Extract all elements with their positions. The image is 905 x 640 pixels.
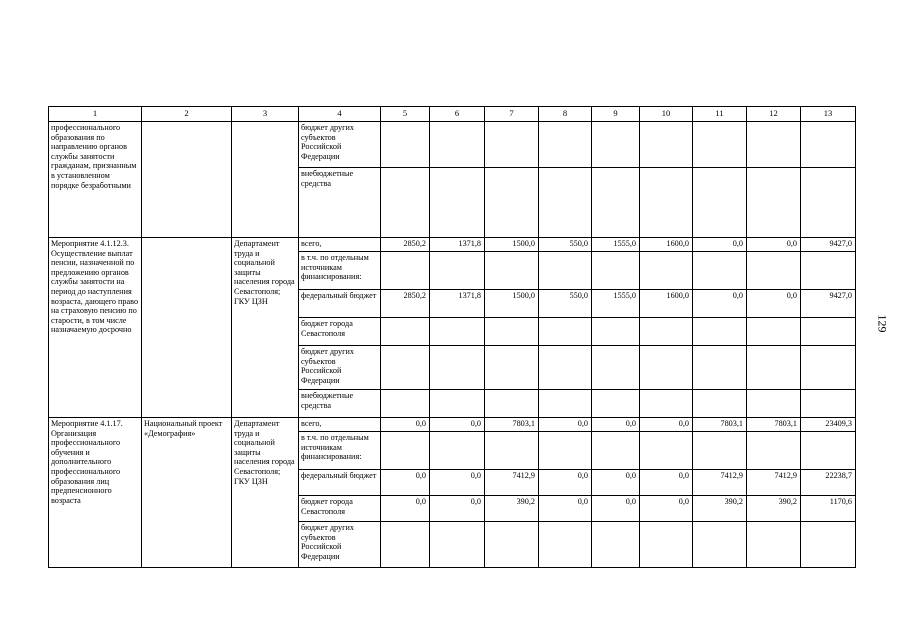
value-cell bbox=[430, 390, 485, 418]
funding-source-cell: бюджет других субъектов Российской Федерации bbox=[299, 522, 381, 568]
value-cell bbox=[539, 390, 592, 418]
funding-source-cell: всего, bbox=[299, 238, 381, 252]
value-cell bbox=[381, 390, 430, 418]
value-cell: 0,0 bbox=[693, 238, 747, 252]
value-cell bbox=[485, 522, 539, 568]
value-cell bbox=[485, 252, 539, 290]
executor-cell: Департамент труда и социальной защиты населения города Севастополя; ГКУ ЦЗН bbox=[232, 418, 299, 568]
header-cell: 9 bbox=[592, 107, 640, 122]
header-cell: 12 bbox=[747, 107, 801, 122]
value-cell: 0,0 bbox=[539, 418, 592, 432]
page-number: 129 bbox=[875, 314, 890, 333]
value-cell bbox=[640, 390, 693, 418]
table-row bbox=[49, 122, 856, 168]
value-cell bbox=[801, 390, 856, 418]
value-cell bbox=[640, 122, 693, 168]
value-cell bbox=[801, 168, 856, 238]
value-cell bbox=[592, 346, 640, 390]
header-cell: 8 bbox=[539, 107, 592, 122]
value-cell bbox=[693, 168, 747, 238]
executor-cell bbox=[232, 122, 299, 238]
value-cell: 0,0 bbox=[430, 418, 485, 432]
value-cell bbox=[801, 318, 856, 346]
value-cell bbox=[485, 390, 539, 418]
project-cell bbox=[142, 238, 232, 418]
header-cell: 13 bbox=[801, 107, 856, 122]
header-cell: 10 bbox=[640, 107, 693, 122]
project-cell: Национальный проект «Демография» bbox=[142, 418, 232, 568]
funding-source-cell: федеральный бюджет bbox=[299, 470, 381, 496]
value-cell: 390,2 bbox=[747, 496, 801, 522]
value-cell bbox=[693, 122, 747, 168]
value-cell: 0,0 bbox=[693, 290, 747, 318]
value-cell bbox=[592, 318, 640, 346]
value-cell bbox=[640, 168, 693, 238]
value-cell: 0,0 bbox=[539, 470, 592, 496]
financing-table bbox=[48, 106, 856, 568]
funding-source-cell: федеральный бюджет bbox=[299, 290, 381, 318]
value-cell bbox=[747, 252, 801, 290]
value-cell bbox=[640, 432, 693, 470]
header-cell: 5 bbox=[381, 107, 430, 122]
value-cell bbox=[381, 318, 430, 346]
value-cell bbox=[747, 346, 801, 390]
value-cell bbox=[430, 346, 485, 390]
value-cell bbox=[592, 522, 640, 568]
value-cell bbox=[539, 122, 592, 168]
value-cell bbox=[539, 168, 592, 238]
value-cell bbox=[539, 522, 592, 568]
value-cell: 390,2 bbox=[693, 496, 747, 522]
value-cell bbox=[693, 432, 747, 470]
value-cell: 0,0 bbox=[592, 496, 640, 522]
value-cell bbox=[801, 522, 856, 568]
table-row bbox=[49, 238, 856, 252]
value-cell: 7412,9 bbox=[747, 470, 801, 496]
value-cell: 9427,0 bbox=[801, 238, 856, 252]
funding-source-cell: внебюджетные средства bbox=[299, 390, 381, 418]
project-cell bbox=[142, 122, 232, 238]
value-cell: 390,2 bbox=[485, 496, 539, 522]
value-cell: 0,0 bbox=[539, 496, 592, 522]
value-cell: 1600,0 bbox=[640, 290, 693, 318]
measure-name-cell: Мероприятие 4.1.17. Организация профессионального обучения и дополнительного профессионального образования лиц предпенсионного возраста bbox=[49, 418, 142, 568]
value-cell: 1371,8 bbox=[430, 290, 485, 318]
value-cell bbox=[801, 346, 856, 390]
value-cell bbox=[592, 168, 640, 238]
value-cell bbox=[801, 252, 856, 290]
funding-source-cell: в т.ч. по отдельным источникам финансирования: bbox=[299, 432, 381, 470]
header-cell: 1 bbox=[49, 107, 142, 122]
value-cell bbox=[485, 168, 539, 238]
value-cell bbox=[485, 318, 539, 346]
value-cell: 1500,0 bbox=[485, 290, 539, 318]
value-cell: 0,0 bbox=[430, 496, 485, 522]
value-cell: 23409,3 bbox=[801, 418, 856, 432]
value-cell: 0,0 bbox=[381, 418, 430, 432]
value-cell: 7803,1 bbox=[693, 418, 747, 432]
value-cell bbox=[381, 346, 430, 390]
value-cell bbox=[801, 122, 856, 168]
value-cell: 7412,9 bbox=[485, 470, 539, 496]
value-cell bbox=[381, 168, 430, 238]
value-cell bbox=[430, 252, 485, 290]
value-cell bbox=[430, 122, 485, 168]
value-cell: 0,0 bbox=[747, 238, 801, 252]
value-cell bbox=[747, 318, 801, 346]
value-cell: 1555,0 bbox=[592, 238, 640, 252]
funding-source-cell: бюджет других субъектов Российской Федерации bbox=[299, 122, 381, 168]
value-cell: 0,0 bbox=[747, 290, 801, 318]
value-cell: 0,0 bbox=[640, 496, 693, 522]
header-cell: 6 bbox=[430, 107, 485, 122]
value-cell bbox=[747, 432, 801, 470]
header-cell: 3 bbox=[232, 107, 299, 122]
value-cell bbox=[485, 346, 539, 390]
value-cell: 0,0 bbox=[592, 418, 640, 432]
value-cell bbox=[747, 168, 801, 238]
value-cell: 7412,9 bbox=[693, 470, 747, 496]
funding-source-cell: бюджет города Севастополя bbox=[299, 318, 381, 346]
value-cell: 0,0 bbox=[381, 470, 430, 496]
value-cell bbox=[485, 432, 539, 470]
value-cell bbox=[381, 522, 430, 568]
value-cell: 7803,1 bbox=[485, 418, 539, 432]
value-cell: 0,0 bbox=[640, 418, 693, 432]
value-cell bbox=[640, 252, 693, 290]
executor-cell: Департамент труда и социальной защиты населения города Севастополя; ГКУ ЦЗН bbox=[232, 238, 299, 418]
value-cell bbox=[693, 318, 747, 346]
value-cell bbox=[381, 432, 430, 470]
value-cell bbox=[539, 252, 592, 290]
value-cell: 2850,2 bbox=[381, 238, 430, 252]
value-cell: 0,0 bbox=[640, 470, 693, 496]
value-cell bbox=[485, 122, 539, 168]
value-cell bbox=[640, 522, 693, 568]
measure-name-cell: профессионального образования по направлению органов службы занятости гражданам, признанным в установленном порядке безработными bbox=[49, 122, 142, 238]
value-cell bbox=[693, 346, 747, 390]
value-cell bbox=[430, 168, 485, 238]
header-row bbox=[49, 107, 856, 122]
funding-source-cell: всего, bbox=[299, 418, 381, 432]
value-cell: 1600,0 bbox=[640, 238, 693, 252]
value-cell bbox=[693, 522, 747, 568]
value-cell: 7803,1 bbox=[747, 418, 801, 432]
funding-source-cell: бюджет города Севастополя bbox=[299, 496, 381, 522]
value-cell: 0,0 bbox=[430, 470, 485, 496]
value-cell: 9427,0 bbox=[801, 290, 856, 318]
value-cell: 1500,0 bbox=[485, 238, 539, 252]
table-row bbox=[49, 418, 856, 432]
header-cell: 11 bbox=[693, 107, 747, 122]
value-cell: 0,0 bbox=[381, 496, 430, 522]
value-cell bbox=[430, 318, 485, 346]
value-cell: 550,0 bbox=[539, 238, 592, 252]
value-cell: 550,0 bbox=[539, 290, 592, 318]
value-cell bbox=[539, 432, 592, 470]
value-cell bbox=[539, 346, 592, 390]
funding-source-cell: бюджет других субъектов Российской Федерации bbox=[299, 346, 381, 390]
value-cell bbox=[693, 390, 747, 418]
header-cell: 7 bbox=[485, 107, 539, 122]
funding-source-cell: внебюджетные средства bbox=[299, 168, 381, 238]
measure-name-cell: Мероприятие 4.1.12.3. Осуществление выплат пенсии, назначенной по предложению органов службы занятости на период до наступления возраста, дающего право на страховую пенсию по старости, в том числе назначаемую досрочно bbox=[49, 238, 142, 418]
value-cell bbox=[592, 122, 640, 168]
table-body bbox=[49, 107, 856, 568]
value-cell bbox=[640, 318, 693, 346]
value-cell: 1555,0 bbox=[592, 290, 640, 318]
value-cell bbox=[381, 122, 430, 168]
value-cell bbox=[747, 390, 801, 418]
value-cell: 22238,7 bbox=[801, 470, 856, 496]
value-cell bbox=[592, 432, 640, 470]
value-cell: 0,0 bbox=[592, 470, 640, 496]
value-cell bbox=[747, 522, 801, 568]
value-cell bbox=[592, 252, 640, 290]
value-cell bbox=[801, 432, 856, 470]
value-cell: 1170,6 bbox=[801, 496, 856, 522]
value-cell bbox=[592, 390, 640, 418]
funding-source-cell: в т.ч. по отдельным источникам финансирования: bbox=[299, 252, 381, 290]
value-cell: 1371,8 bbox=[430, 238, 485, 252]
value-cell bbox=[430, 432, 485, 470]
value-cell bbox=[640, 346, 693, 390]
value-cell bbox=[539, 318, 592, 346]
value-cell bbox=[747, 122, 801, 168]
value-cell bbox=[381, 252, 430, 290]
header-cell: 4 bbox=[299, 107, 381, 122]
value-cell bbox=[693, 252, 747, 290]
value-cell bbox=[430, 522, 485, 568]
value-cell: 2850,2 bbox=[381, 290, 430, 318]
header-cell: 2 bbox=[142, 107, 232, 122]
